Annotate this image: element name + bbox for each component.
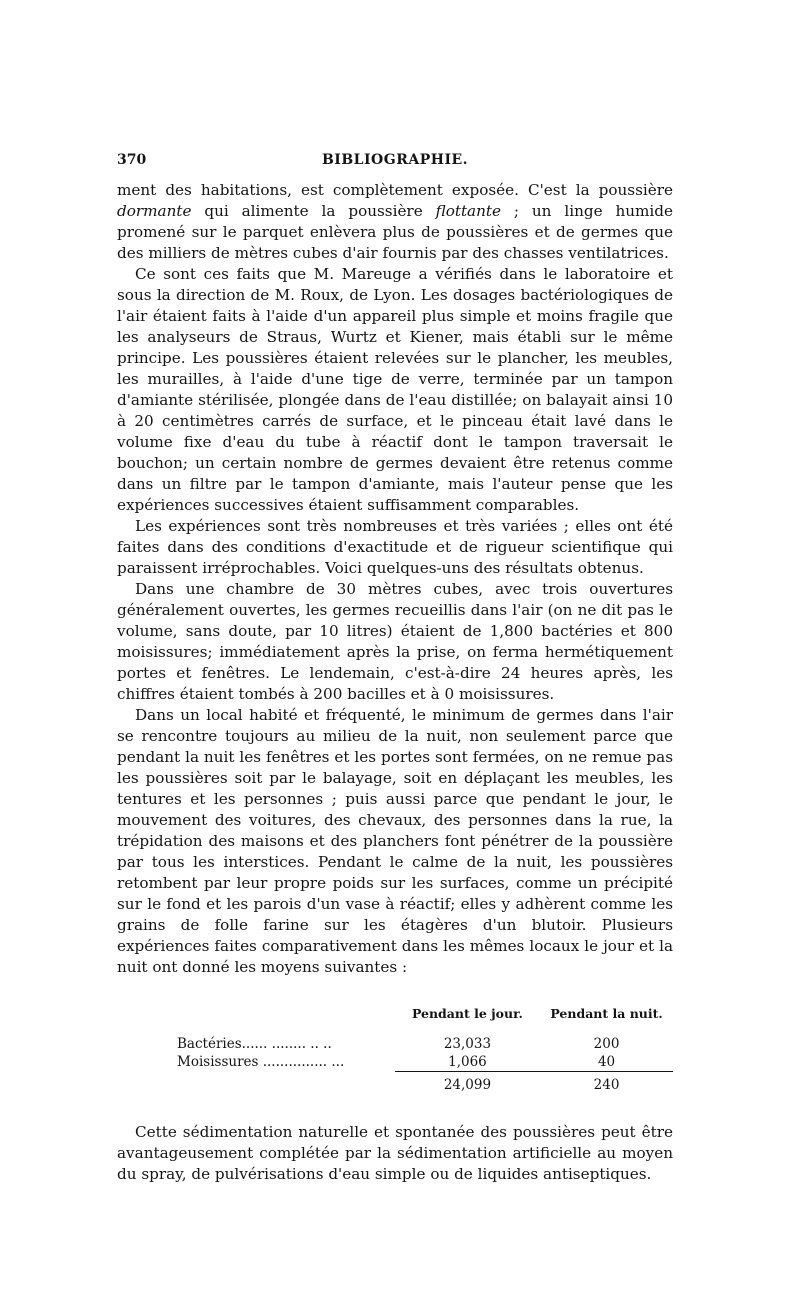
total-label-blank bbox=[117, 1072, 395, 1095]
paragraph-5: Dans un local habité et fréquenté, le minimum de germes dans l'air se rencontre toujours au milieu de la nuit, non seulement parce que pendant la nuit les fenêtres et les portes sont fermées, on ne remue pas les poussières soit par le balayage, soit en déplaçant les meubles, les tentures et les personnes ; puis aussi parce que pendant le jour, le mouvement des voitures, des chevaux, des personnes dans la rue, la trépidation des maisons et des planchers font pénétrer de la poussière par tous les interstices. Pendant le calme de la nuit, les poussières retombent par leur propre poids sur les surfaces, comme un précipité sur le fond et les parois d'un vase à réactif; elles y adhèrent comme les grains de folle farine sur les étagères d'un blutoir. Plusieurs expériences faites comparativement dans les mêmes locaux le jour et la nuit ont donné les moyens suivantes : bbox=[117, 706, 673, 976]
row-label-moisissures: Moisissures ............... ... bbox=[177, 1054, 345, 1071]
table-header-row bbox=[117, 1006, 673, 1035]
paragraph-3: Les expériences sont très nombreuses et très variées ; elles ont été faites dans des conditions d'exactitude et de rigueur scientifique qui paraissent irréprochables. Voici quelques-uns des résultats obtenus. bbox=[117, 517, 673, 577]
page-number: 370 bbox=[117, 152, 147, 168]
table-row bbox=[117, 1053, 673, 1072]
total-day: 24,099 bbox=[395, 1072, 540, 1095]
row-label-bacteries: Bactéries...... ........ .. .. bbox=[177, 1036, 332, 1052]
column-header-day: Pendant le jour. bbox=[411, 1006, 523, 1021]
page-header bbox=[117, 150, 673, 180]
table-row bbox=[117, 1035, 673, 1053]
cell-bacteries-day: 23,033 bbox=[443, 1036, 492, 1052]
cell-moisissures-night: 40 bbox=[597, 1054, 616, 1070]
book-page bbox=[117, 150, 673, 1185]
paragraph-1-text-c: ; un linge humide promené sur le parquet enlèvera plus de poussières et de germes que des milliers de mètres cubes d'air fournis par des chasses ventilatrices. bbox=[117, 202, 673, 262]
cell-moisissures-day: 1,066 bbox=[448, 1054, 487, 1070]
results-table bbox=[117, 1006, 673, 1094]
table-total-row bbox=[117, 1072, 673, 1095]
paragraph-6: Cette sédimentation naturelle et spontanée des poussières peut être avantageusement complétée par la sédimentation artificielle au moyen du spray, de pulvérisations d'eau simple ou de liquides antiseptiques. bbox=[117, 1123, 673, 1183]
total-night: 240 bbox=[540, 1072, 673, 1095]
cell-bacteries-night: 200 bbox=[593, 1036, 620, 1052]
emphasis-flottante: flottante bbox=[435, 202, 501, 220]
paragraph-1 bbox=[117, 180, 673, 264]
running-title: BIBLIOGRAPHIE. bbox=[321, 152, 469, 168]
paragraph-4: Dans une chambre de 30 mètres cubes, avec trois ouvertures généralement ouvertes, les germes recueillis dans l'air (on ne dit pas le volume, sans doute, par 10 litres) étaient de 1,800 bactéries et 800 moisissures; immédiatement après la prise, on ferma hermétiquement portes et fenêtres. Le lendemain, c'est-à-dire 24 heures après, les chiffres étaient tombés à 200 bacilles et à 0 moisissures. bbox=[117, 580, 673, 703]
emphasis-dormante: dormante bbox=[117, 202, 192, 220]
table-corner bbox=[117, 1006, 395, 1035]
paragraph-2: Ce sont ces faits que M. Mareuge a vérifiés dans le laboratoire et sous la direction de M. Roux, de Lyon. Les dosages bactériologiques de l'air étaient faits à l'aide d'un appareil plus simple et moins fragile que les analyseurs de Straus, Wurtz et Kiener, mais établi sur le même principe. Les poussières étaient relevées sur le plancher, les meubles, les murailles, à l'aide d'une tige de verre, terminée par un tampon d'amiante stérilisée, plongée dans de l'eau distillée; on balayait ainsi 10 à 20 centimètres carrés de surface, et le pinceau était lavé dans le volume fixe d'eau du tube à réactif dont le tampon traversait le bouchon; un certain nombre de germes devaient être retenus comme dans un filtre par le tampon d'amiante, mais l'auteur pense que les expériences successives étaient suffisamment comparables. bbox=[117, 265, 673, 514]
column-header-night: Pendant la nuit. bbox=[550, 1006, 663, 1021]
paragraph-1-text-b: qui alimente la poussière bbox=[191, 202, 436, 220]
paragraph-1-text-a: ment des habitations, est complètement exposée. C'est la poussière bbox=[117, 181, 673, 199]
